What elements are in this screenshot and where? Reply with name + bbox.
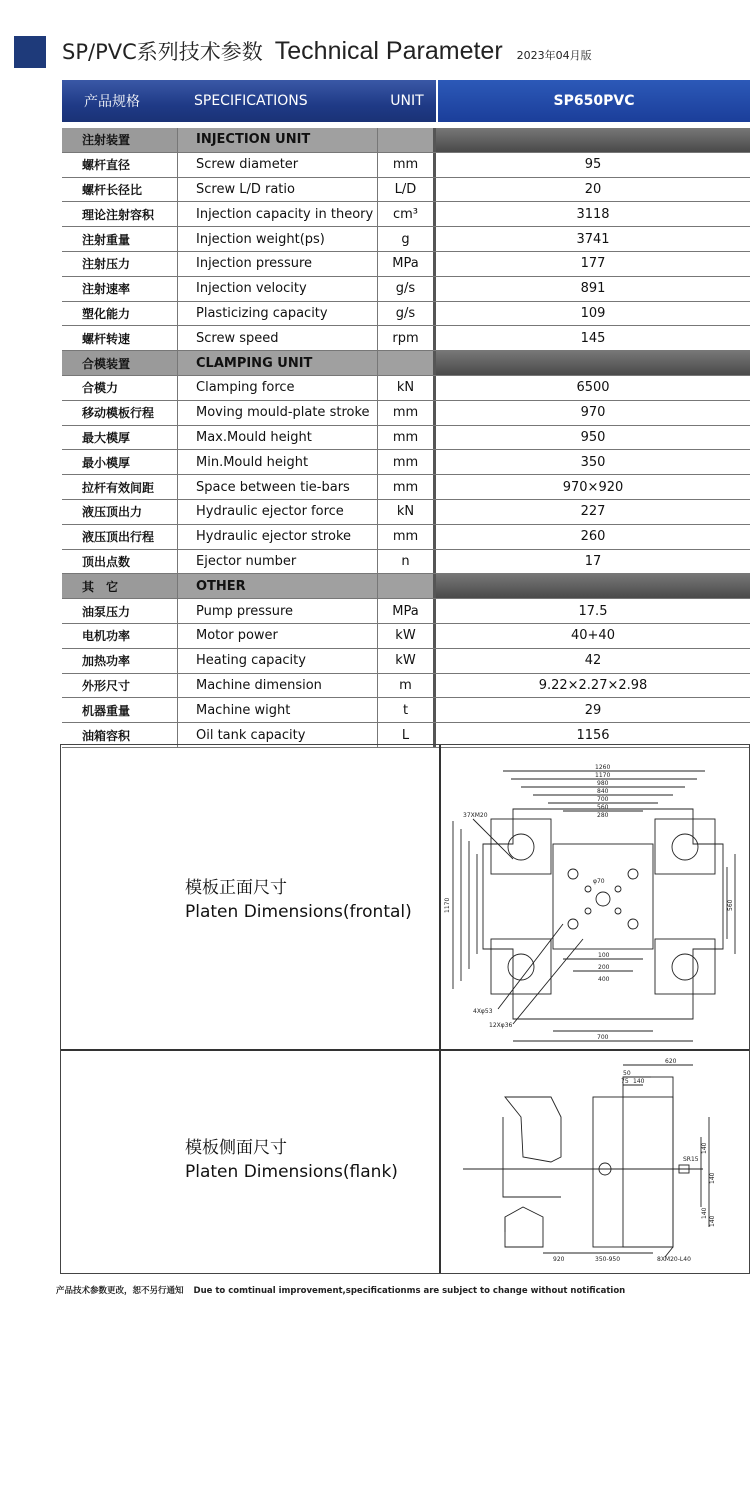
table-row: 螺杆转速 Screw speed rpm 145 [62,326,750,351]
section-en: INJECTION UNIT [178,128,378,152]
footer-note [56,1284,635,1296]
table-row: 油箱容积 Oil tank capacity L 1156 [62,723,750,748]
divider [439,745,441,1273]
section-injection [62,128,750,153]
platen-dimensions-panel [60,744,750,1274]
svg-text:37XM20: 37XM20 [463,812,488,819]
svg-text:140: 140 [709,1215,716,1227]
table-row: 注射压力 Injection pressure MPa 177 [62,252,750,277]
section-clamping [62,351,750,376]
svg-text:980: 980 [597,780,609,787]
svg-text:560: 560 [727,899,734,911]
section-cn: 其 它 [62,574,178,598]
table-row: 最小模厚 Min.Mould height mm 350 [62,450,750,475]
svg-text:100: 100 [598,952,610,959]
table-row: 最大模厚 Max.Mould height mm 950 [62,426,750,451]
table-row: 拉杆有效间距 Space between tie-bars mm 970×920 [62,475,750,500]
svg-text:φ70: φ70 [593,878,605,885]
svg-text:920: 920 [553,1256,565,1263]
svg-text:1260: 1260 [595,764,611,771]
section-en: OTHER [178,574,378,598]
table-row: 合模力 Clamping force kN 6500 [62,376,750,401]
platen-frontal-drawing [443,749,747,1047]
center-hole [596,892,610,906]
svg-text:8XM20-L40: 8XM20-L40 [657,1256,691,1263]
section-cn: 注射装置 [62,128,178,152]
table-row: 顶出点数 Ejector number n 17 [62,550,750,575]
footer-cn: 产品技术参数更改，恕不另行通知 [56,1286,184,1296]
page-title [62,36,592,70]
table-row: 理论注射容积 Injection capacity in theory cm³ 3118 [62,202,750,227]
header-cn: 产品规格 [84,94,140,110]
svg-text:140: 140 [633,1078,645,1085]
svg-text:400: 400 [598,976,610,983]
title-marker [14,36,46,68]
header-model: SP650PVC [436,80,750,122]
svg-text:280: 280 [597,812,609,819]
table-row: 外形尺寸 Machine dimension m 9.22×2.27×2.98 [62,674,750,699]
title-version: 2023年04月版 [516,49,592,62]
svg-text:840: 840 [597,788,609,795]
platen-frontal-label: 模板正面尺寸 Platen Dimensions(frontal) [185,878,412,922]
section-en: CLAMPING UNIT [178,351,378,375]
table-row: 液压顶出力 Hydraulic ejector force kN 227 [62,500,750,525]
tie-bar-hole [672,954,698,980]
svg-text:200: 200 [598,964,610,971]
table-row: 塑化能力 Plasticizing capacity g/s 109 [62,302,750,327]
table-row: 螺杆长径比 Screw L/D ratio L/D 20 [62,178,750,203]
tie-bar-hole [508,834,534,860]
svg-text:560: 560 [597,804,609,811]
table-row: 油泵压力 Pump pressure MPa 17.5 [62,599,750,624]
spec-table [62,128,750,748]
svg-text:1170: 1170 [595,772,611,779]
svg-text:700: 700 [597,796,609,803]
table-row: 机器重量 Machine wight t 29 [62,698,750,723]
svg-text:140: 140 [701,1207,708,1219]
table-row: 加热功率 Heating capacity kW 42 [62,649,750,674]
svg-text:1170: 1170 [444,897,451,913]
header-unit: UNIT [390,93,424,109]
svg-text:12Xφ36: 12Xφ36 [489,1022,513,1029]
svg-text:50: 50 [623,1070,631,1077]
svg-text:140: 140 [709,1172,716,1184]
svg-text:700: 700 [597,1034,609,1041]
platen-block [593,1097,673,1247]
platen-outline [483,809,723,1019]
svg-text:SR15: SR15 [683,1156,699,1163]
header-specifications: SPECIFICATIONS [194,93,308,109]
divider [61,1049,749,1051]
title-cn: SP/PVC系列技术参数 [62,40,263,64]
title-en: Technical Parameter [274,37,503,65]
table-row: 注射重量 Injection weight(ps) g 3741 [62,227,750,252]
svg-text:4Xφ53: 4Xφ53 [473,1008,493,1015]
platen-center [553,844,653,949]
table-row: 液压顶出行程 Hydraulic ejector stroke mm 260 [62,525,750,550]
table-row: 电机功率 Motor power kW 40+40 [62,624,750,649]
svg-text:75: 75 [621,1078,629,1085]
svg-text:350-950: 350-950 [595,1256,621,1263]
platen-flank-label: 模板侧面尺寸 Platen Dimensions(flank) [185,1138,398,1182]
section-cn: 合模装置 [62,351,178,375]
table-header [62,80,750,122]
svg-text:620: 620 [665,1058,677,1065]
svg-text:140: 140 [701,1142,708,1154]
tie-bar-hole [672,834,698,860]
section-other [62,574,750,599]
table-row: 螺杆直径 Screw diameter mm 95 [62,153,750,178]
table-row: 移动模板行程 Moving mould-plate stroke mm 970 [62,401,750,426]
table-row: 注射速率 Injection velocity g/s 891 [62,277,750,302]
platen-flank-drawing [443,1057,747,1267]
footer-en: Due to comtinual improvement,specificationms are subject to change without notification [193,1286,626,1296]
